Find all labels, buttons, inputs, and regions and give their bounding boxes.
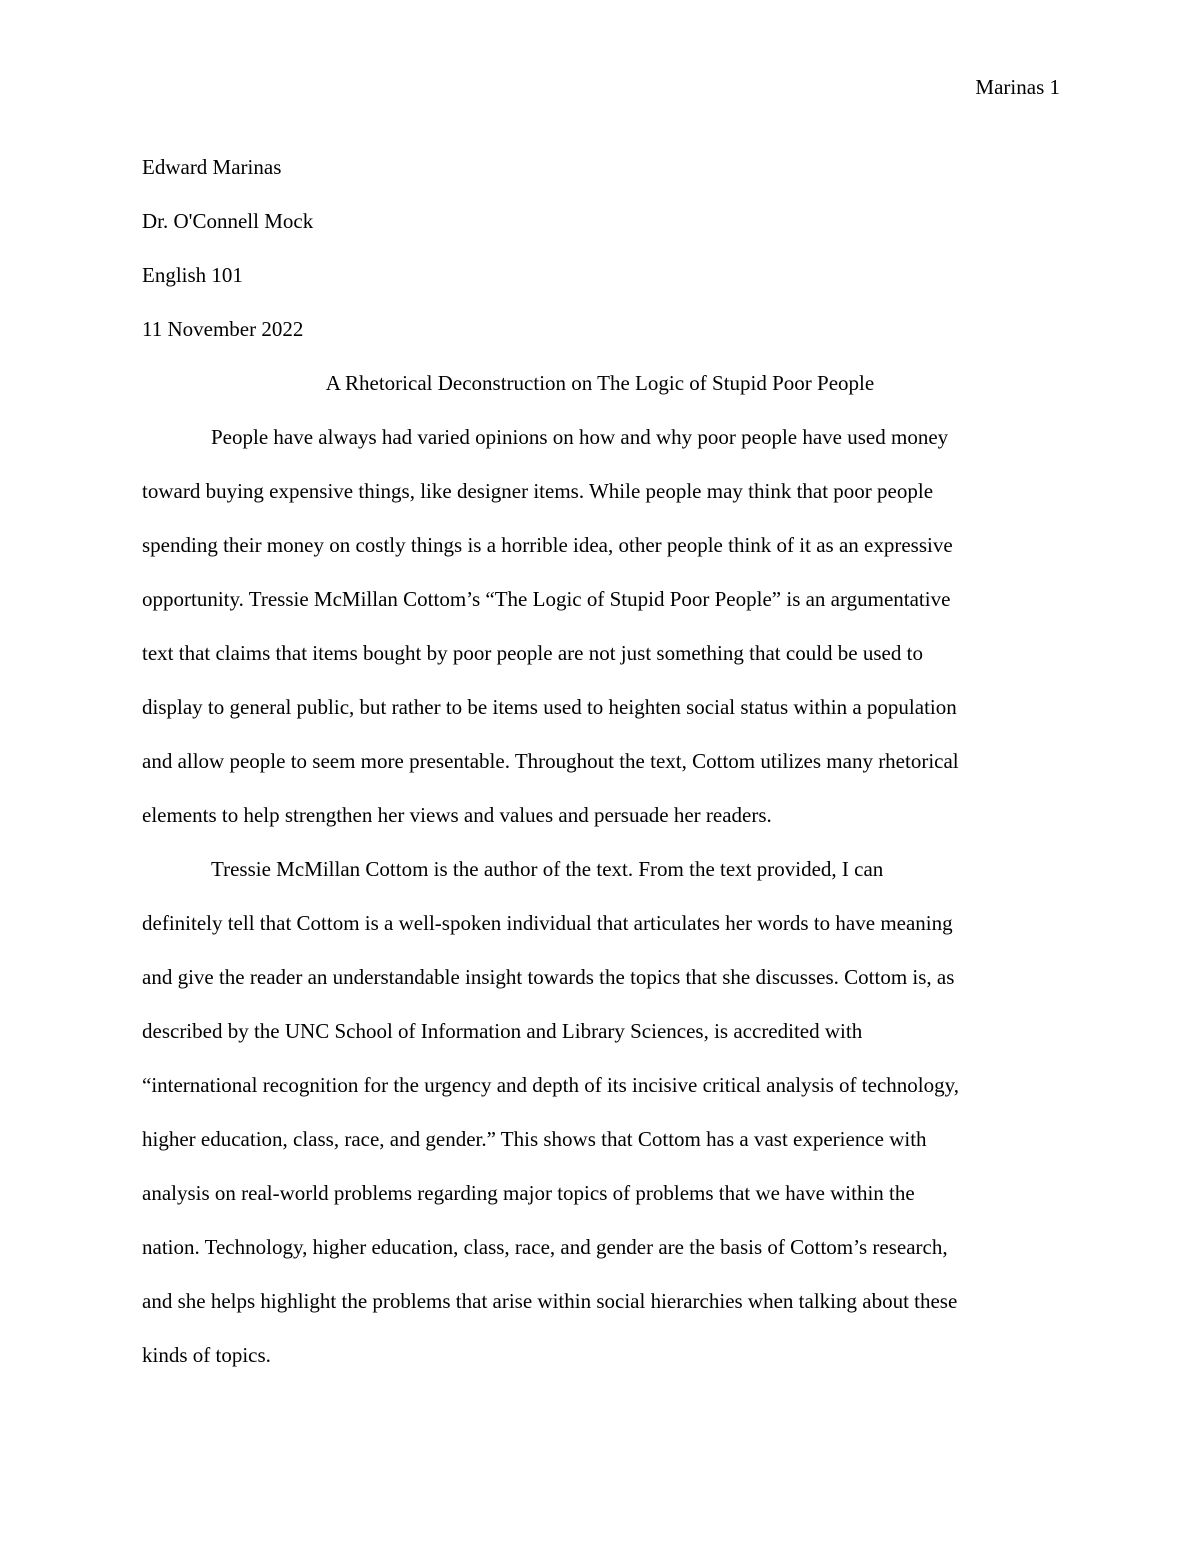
paragraph-1: [142, 410, 1058, 842]
paragraph-line: People have always had varied opinions on how and why poor people have used money: [211, 425, 949, 449]
paragraph-2: [142, 842, 1058, 1382]
paragraph-line: and give the reader an understandable insight towards the topics that she discusses. Cottom is, as: [142, 965, 955, 989]
paragraph-line: elements to help strengthen her views and values and persuade her readers.: [142, 803, 772, 827]
paragraph-line: opportunity. Tressie McMillan Cottom’s “The Logic of Stupid Poor People” is an argumentative: [142, 587, 951, 611]
page-number-label: Marinas 1: [975, 75, 1060, 99]
paragraph-line: definitely tell that Cottom is a well-spoken individual that articulates her words to have meaning: [142, 911, 953, 935]
student-name: Edward Marinas: [142, 155, 282, 179]
essay-title: A Rhetorical Deconstruction on The Logic of Stupid Poor People: [325, 371, 875, 395]
instructor-name: Dr. O'Connell Mock: [142, 209, 314, 233]
paragraph-line: text that claims that items bought by poor people are not just something that could be used to: [142, 641, 923, 665]
essay-body: [142, 140, 1058, 1382]
paragraph-line: kinds of topics.: [142, 1343, 271, 1367]
paragraph-line: described by the UNC School of Information and Library Sciences, is accredited with: [142, 1019, 863, 1043]
paragraph-line: display to general public, but rather to be items used to heighten social status within a population: [142, 695, 957, 719]
essay-date: 11 November 2022: [142, 317, 304, 341]
course-name: English 101: [142, 263, 243, 287]
paragraph-line: and she helps highlight the problems that arise within social hierarchies when talking about these: [142, 1289, 958, 1313]
running-head: [975, 72, 1060, 102]
paragraph-line: higher education, class, race, and gender.” This shows that Cottom has a vast experience with: [142, 1127, 927, 1151]
paragraph-line: “international recognition for the urgency and depth of its incisive critical analysis of technology,: [142, 1073, 960, 1097]
paragraph-line: analysis on real-world problems regarding major topics of problems that we have within the: [142, 1181, 915, 1205]
paragraph-line: toward buying expensive things, like designer items. While people may think that poor people: [142, 479, 934, 503]
paragraph-line: and allow people to seem more presentable. Throughout the text, Cottom utilizes many rhetorical: [142, 749, 959, 773]
paragraph-line: nation. Technology, higher education, class, race, and gender are the basis of Cottom’s research,: [142, 1235, 948, 1259]
paragraph-line: Tressie McMillan Cottom is the author of the text. From the text provided, I can: [211, 857, 884, 881]
paragraph-line: spending their money on costly things is a horrible idea, other people think of it as an expressive: [142, 533, 953, 557]
